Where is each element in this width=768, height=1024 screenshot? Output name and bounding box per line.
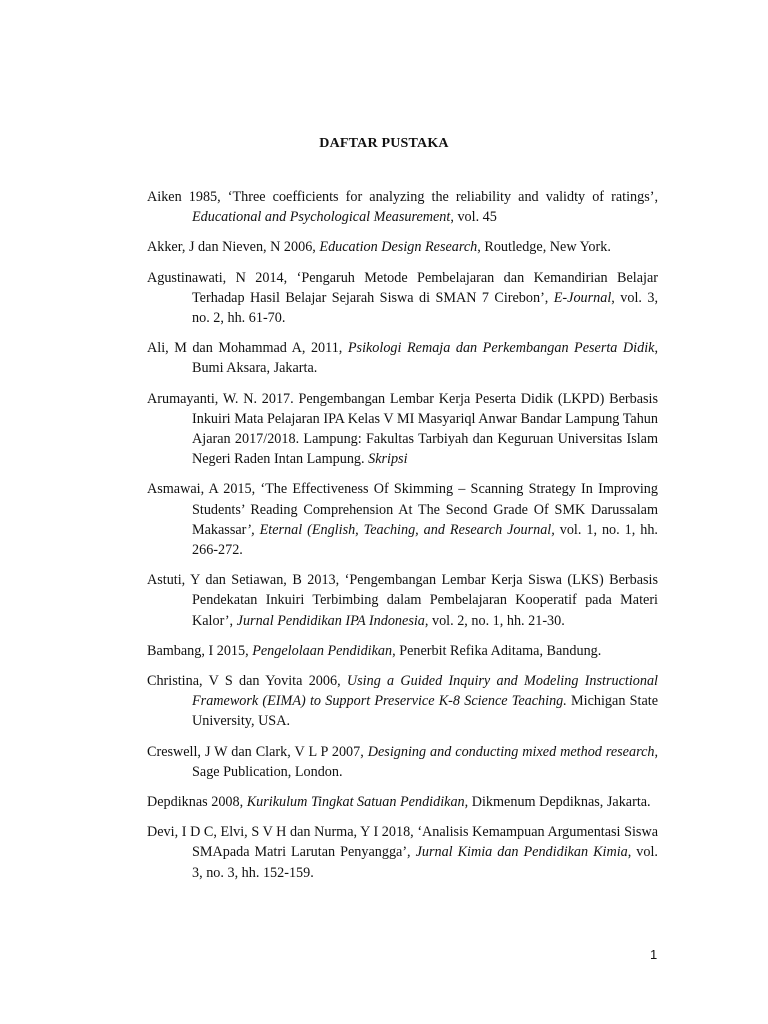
reference-text: Astuti, Y dan Setiawan, B 2013, ‘Pengembangan Lembar Kerja Siswa (LKS) Berbasis Pendekatan Inkuiri Terbimbing dalam Pembelajaran Kooperatif pada Materi Kalor’,: [147, 572, 658, 629]
reference-text: vol. 1, no. 1, hh. 266-272.: [192, 521, 658, 559]
reference-text: Aiken 1985, ‘Three coefficients for analyzing the reliability and validty of ratings’,: [147, 189, 658, 205]
reference-italic-text: Jurnal Kimia dan Pendidikan Kimia: [415, 844, 628, 861]
reference-italic-text: Education Design Research: [319, 239, 478, 256]
reference-entry: [147, 822, 658, 883]
reference-text: , Sage Publication, London.: [192, 743, 659, 780]
reference-text: , Bumi Aksara, Jakarta.: [192, 340, 658, 377]
reference-text: Michigan State University, USA.: [192, 693, 658, 730]
reference-italic-text: Jurnal Pendidikan IPA Indonesia: [236, 612, 425, 629]
reference-italic-text: Educational and Psychological Measurement: [192, 209, 451, 226]
reference-text: Bambang, I 2015,: [147, 642, 253, 659]
reference-entry: [147, 742, 658, 782]
reference-text: , vol. 3, no. 3, hh. 152-159.: [192, 844, 658, 881]
reference-italic-text: ’, Eternal (English, Teaching, and Research Journal,: [246, 521, 555, 538]
reference-text: , vol. 45: [450, 209, 497, 226]
reference-entry: [147, 570, 658, 631]
page-number: 1: [650, 947, 658, 962]
reference-text: , vol. 3, no. 2, hh. 61-70.: [192, 289, 658, 327]
reference-entry: [147, 792, 658, 812]
reference-entry: [147, 338, 658, 378]
reference-entry: [147, 641, 658, 661]
reference-entry: [147, 389, 658, 470]
reference-italic-text: Pengelolaan Pendidikan: [252, 642, 393, 659]
reference-text: Christina, V S dan Yovita 2006,: [147, 673, 347, 690]
reference-italic-text: E-Journal: [553, 289, 612, 306]
reference-entry: [147, 671, 658, 732]
reference-entry: [147, 187, 658, 227]
reference-text: , Dikmenum Depdiknas, Jakarta.: [464, 794, 651, 811]
reference-text: Asmawai, A 2015, ‘The Effectiveness Of Skimming – Scanning Strategy In Improving Students’ Reading Comprehension At The Second Grade Of SMK Darussalam Makassar: [147, 481, 658, 538]
page-title: DAFTAR PUSTAKA: [319, 136, 449, 151]
reference-text: , Routledge, New York.: [477, 239, 611, 256]
reference-italic-text: Kurikulum Tingkat Satuan Pendidikan: [246, 794, 465, 811]
reference-entry: [147, 237, 658, 257]
reference-text: Devi, I D C, Elvi, S V H dan Nurma, Y I 2018, ‘Analisis Kemampuan Argumentasi Siswa SMApada Matri Larutan Penyangga’,: [147, 824, 658, 861]
reference-text: Depdiknas 2008,: [147, 794, 247, 811]
reference-entry: [147, 268, 658, 329]
reference-text: Arumayanti, W. N. 2017. Pengembangan Lembar Kerja Peserta Didik (LKPD) Berbasis Inkuiri Mata Pelajaran IPA Kelas V MI Masyariql Anwar Bandar Lampung Tahun Ajaran 2017/2018. Lampung: Fakultas Tarbiyah dan Keguruan Universitas Islam Negeri Raden Intan Lampung.: [147, 390, 658, 468]
reference-entry: [147, 479, 658, 560]
reference-italic-text: Designing and conducting mixed method research: [367, 743, 655, 760]
reference-text: , vol. 2, no. 1, hh. 21-30.: [424, 612, 565, 629]
reference-text: Creswell, J W dan Clark, V L P 2007,: [147, 743, 368, 760]
reference-text: Akker, J dan Nieven, N 2006,: [147, 239, 320, 256]
reference-italic-text: Psikologi Remaja dan Perkembangan Peserta Didik: [347, 340, 655, 357]
reference-italic-text: Using a Guided Inquiry and Modeling Instructional Framework (EIMA) to Support Preservice K-8 Science Teaching.: [192, 673, 658, 710]
reference-text: , Penerbit Refika Aditama, Bandung.: [392, 642, 602, 659]
reference-text: Agustinawati, N 2014, ‘Pengaruh Metode Pembelajaran dan Kemandirian Belajar Terhadap Hasil Belajar Sejarah Siswa di SMAN 7 Cirebon’,: [147, 269, 658, 306]
reference-italic-text: Skripsi: [368, 451, 408, 468]
reference-list: [147, 187, 658, 893]
reference-text: Ali, M dan Mohammad A, 2011,: [147, 340, 348, 357]
